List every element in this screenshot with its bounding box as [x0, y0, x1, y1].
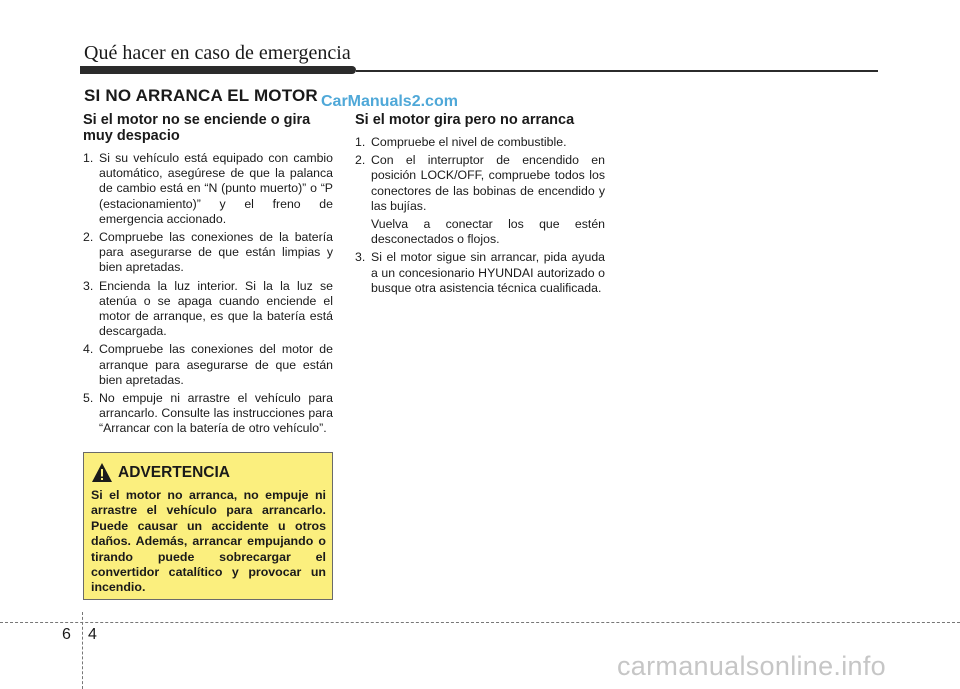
chapter-title: Qué hacer en caso de emergencia — [84, 42, 351, 64]
step-text: Si su vehículo está equipado con cambio automático, asegúrese de que la palanca de cambio está en “N (punto muerto)” o “P (estacionamiento)” y el freno de emergencia accionado. — [99, 151, 333, 226]
header-rule — [356, 70, 878, 72]
page-number: 4 — [88, 626, 97, 643]
watermark-top: CarManuals2.com — [321, 93, 458, 110]
list-item — [83, 151, 333, 227]
step-number: 5. — [83, 391, 94, 406]
left-column-heading: Si el motor no se enciende o gira muy despacio — [83, 112, 311, 144]
list-item — [83, 279, 333, 340]
step-number: 3. — [83, 278, 94, 293]
step-text: No empuje ni arrastre el vehículo para arrancarlo. Consulte las instrucciones para “Arrancar con la batería de otro vehículo”. — [99, 391, 333, 436]
list-item — [355, 250, 605, 296]
list-item — [83, 391, 333, 437]
step-text: Compruebe las conexiones del motor de arranque para asegurarse de que están bien apretadas. — [99, 342, 333, 387]
warning-triangle-icon — [91, 462, 113, 484]
warning-header — [91, 462, 230, 484]
step-number: 1. — [355, 135, 366, 149]
warning-box — [83, 452, 333, 600]
warning-text: Si el motor no arranca, no empuje ni arrastre el vehículo para arrancarlo. Puede causar un accidente u otros daños. Además, arrancar empujando o tirando puede sobrecargar el convertidor catalítico y provocar un incendio. — [91, 488, 326, 595]
right-steps-list — [355, 135, 605, 214]
step-number: 3. — [355, 250, 366, 265]
step-text: Compruebe el nivel de combustible. — [371, 135, 567, 149]
step-text: Si el motor sigue sin arrancar, pida ayuda a un concesionario HYUNDAI autorizado o busque otra asistencia técnica cualificada. — [371, 250, 605, 295]
left-steps-list — [83, 151, 333, 437]
footer-divider — [0, 622, 960, 623]
watermark-bottom: carmanualsonline.info — [617, 651, 886, 681]
step-number: 2. — [355, 153, 366, 168]
list-item — [83, 342, 333, 388]
right-column — [355, 112, 605, 299]
left-column — [83, 112, 333, 440]
step-note: Vuelva a conectar los que estén desconectados o flojos. — [371, 217, 605, 247]
step-number: 4. — [83, 342, 94, 357]
page-chapter-number: 6 — [62, 626, 71, 643]
step-number: 2. — [83, 230, 94, 245]
step-text: Encienda la luz interior. Si la la luz se atenúa o se apaga cuando enciende el motor de arranque, es que la batería está descargada. — [99, 278, 333, 339]
list-item — [355, 135, 605, 150]
right-column-heading: Si el motor gira pero no arranca — [355, 112, 575, 128]
header-bar — [80, 66, 356, 74]
warning-title: ADVERTENCIA — [118, 464, 230, 481]
right-steps-list-cont — [355, 250, 605, 296]
step-number: 1. — [83, 151, 94, 165]
list-item — [83, 230, 333, 276]
step-text: Con el interruptor de encendido en posición LOCK/OFF, compruebe todos los conectores de las bobinas de encendido y las bujías. — [371, 153, 605, 213]
footer-vertical-divider — [82, 612, 83, 689]
step-text: Compruebe las conexiones de la batería para asegurarse de que están limpias y bien apretadas. — [99, 230, 333, 275]
list-item — [355, 153, 605, 214]
section-title: SI NO ARRANCA EL MOTOR — [84, 86, 318, 105]
